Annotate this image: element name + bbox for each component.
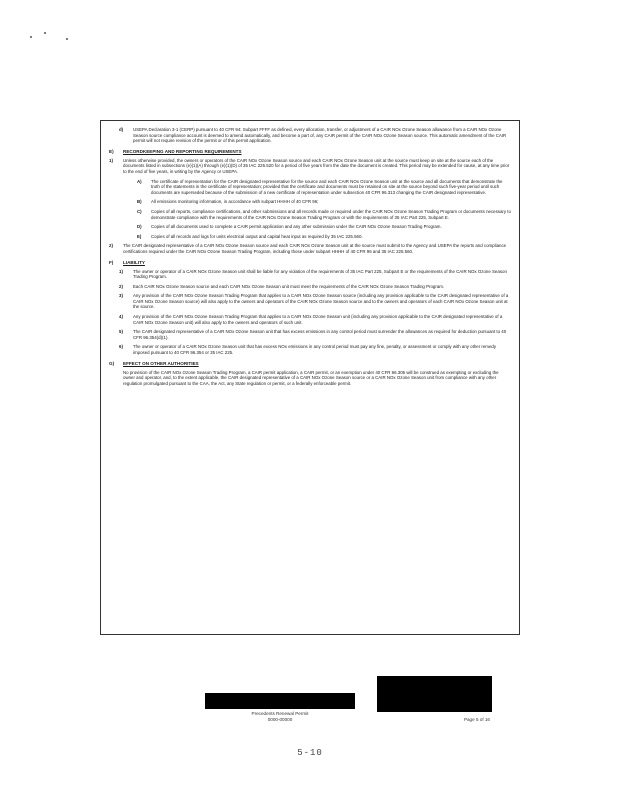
- paragraph-number: 1): [109, 157, 113, 163]
- paragraph-number: 2): [109, 243, 113, 249]
- paragraph-number: d): [119, 127, 124, 132]
- paragraph: [109, 234, 511, 240]
- paragraph: [109, 209, 511, 220]
- paragraph-number: 6): [119, 344, 123, 350]
- paragraph: [109, 370, 511, 387]
- paragraph-text: Copies of all records and logs for units electrical output and capital heat input as required by 35 IAC 225.560.: [151, 233, 363, 239]
- paragraph-number: 3): [119, 293, 123, 299]
- section-heading: [109, 361, 511, 367]
- paragraph-number: D): [137, 224, 142, 230]
- paragraph-number: E): [137, 233, 142, 239]
- paragraph: [109, 284, 511, 290]
- paragraph-text: LIABILITY: [123, 259, 145, 265]
- footer-permit-info: [215, 711, 345, 723]
- footer-line-2: 0000-00000: [267, 717, 293, 722]
- paragraph-number: A): [137, 178, 142, 184]
- paragraph-text: The owner or operator of a CAIR NOx Ozone Season unit shall be liable for any violation of the requirements of 35 IAC Part 225, Subpart E or the requirements of the CAIR NOx Ozone Season Trading Program.: [133, 268, 507, 280]
- paragraph-text: All emissions monitoring information, in accordance with subpart HHHH of 40 CFR 96;: [151, 199, 319, 205]
- paragraph-text: The CAIR designated representative of a CAIR NOx Ozone Season unit that has excess emissions in any control period must surrender the allowances as required for deduction pursuant to 40 CFR 96.354(d)(1).: [133, 329, 507, 340]
- paragraph: [109, 243, 511, 254]
- paragraph-text: Each CAIR NOx Ozone Season source and each CAIR NOx Ozone Season unit must meet the requirements of the CAIR NOx Ozone Season Trading Program.: [133, 283, 445, 289]
- paragraph: [109, 224, 511, 230]
- redaction-bar-left: [205, 693, 355, 709]
- paragraph: [109, 293, 511, 310]
- paragraph-text: RECORDKEEPING AND REPORTING REQUIREMENTS: [123, 148, 242, 154]
- footer-line-1: Precedents Renewal Permit: [251, 711, 309, 716]
- paragraph-text: EFFECT ON OTHER AUTHORITIES: [123, 360, 199, 366]
- paragraph-text: Copies of all reports, compliance certifications, and other submissions and all records made or required under the CAIR NOx Ozone Season Trading Program or documents necessary to demonstrate compliance with the requirements of the CAIR NOx Ozone Season Trading Program or with the requirements of 35 IAC Part 225, Subpart E.: [151, 208, 511, 220]
- paragraph: [109, 329, 511, 340]
- paragraph: [109, 179, 511, 196]
- scan-specks: [26, 30, 86, 50]
- paragraph-text: The CAIR designated representative of a CAIR NOx Ozone Season source and each CAIR NOx Ozone Season unit at the source must submit to the Agency and USEPA the reports and compliance certifications required under the CAIR NOx Ozone Season Trading Program, including those under subpart HHHH of 40 CFR 96 and 35 IAC 225.560.: [123, 243, 507, 254]
- paragraph: [109, 314, 511, 325]
- paragraph-number: 4): [119, 314, 123, 320]
- paragraph-text: Any provision of the CAIR NOx Ozone Season Trading Program that applies to a CAIR NOx Ozone Season source (including any provision applicable to the CAIR designated representative of a CAIR NOx Ozone Season source) will also apply to the owners and operators of the CAIR NOx Ozone Season source and to the owners and operators of each CAIR NOx Ozone Season unit at the source.: [133, 293, 509, 310]
- paragraph-number: C): [137, 208, 142, 214]
- section-heading: [109, 260, 511, 266]
- paragraph-text: The owner or operator of a CAIR NOx Ozone Season unit that has excess NOx emissions in any control period must pay any fine, penalty, or assessment or comply with any other remedy imposed pursuant to 40 CFR 96.354 or 35 IAC 225.: [133, 344, 497, 356]
- paragraph-number: G): [109, 360, 115, 366]
- page-number: 5-10: [297, 748, 323, 758]
- redaction-block-right: [377, 676, 492, 712]
- paragraph-text: Unless otherwise provided, the owners or operators of the CAIR NOx Ozone Season source and each CAIR NOx Ozone Season unit at the source must keep on site at the source each of the documents listed in subsections (e)(1)(A) through (e)(1)(D) of 35 IAC 225.520 for a period of five years from the date the document is created. This period may be extended for cause, at any time prior to the end of five years, in writing by the Agency or USEPA.: [123, 157, 510, 174]
- paragraph-number: 5): [119, 329, 123, 335]
- paragraph: [109, 344, 511, 355]
- paragraph: [109, 199, 511, 205]
- paragraph: [109, 269, 511, 280]
- footer-page-label: Page 5 of 16: [463, 717, 490, 722]
- paragraph: [109, 158, 511, 175]
- paragraph-number: 1): [119, 268, 123, 274]
- paragraph-number: 2): [119, 283, 123, 289]
- paragraph: [109, 127, 511, 144]
- paragraph-text: Any provision of the CAIR NOx Ozone Season Trading Program that applies to a CAIR NOx Ozone Season unit (including any provision applicable to the CAIR designated representative of a CAIR NOx Ozone Season unit) will also apply to the owners and operators of such unit.: [133, 314, 503, 325]
- section-heading: [109, 149, 511, 155]
- permit-text-box: [100, 120, 520, 635]
- paragraph-number: E): [109, 148, 114, 154]
- paragraph-text: The certificate of representation for the CAIR designated representative for the source and each CAIR NOx Ozone Season unit at the source and all documents that demonstrate the truth of the statements in the certificate of representation; provided that the certificate and documents must be retained on site at the source beyond such five-year period until such documents are superseded because of the submission of a new certificate of representation under subsection 40 CFR 96.313 changing the CAIR designated representative.: [151, 178, 503, 195]
- paragraph-text: Copies of all documents used to complete a CAIR permit application and any other submission under the CAIR NOx Ozone Season Trading Program.: [151, 224, 442, 230]
- paragraph-number: F): [109, 259, 114, 265]
- paragraph-number: B): [137, 199, 142, 205]
- paragraph-text: No provision of the CAIR NOx Ozone Season Trading Program, a CAIR permit application, a CAIR permit, or an exemption under 40 CFR 96.305 will be construed as exempting or excluding the owner and operator, and, to the extent applicable, the CAIR designated representative of a CAIR NOx Ozone Season source or a CAIR NOx Ozone Season unit from compliance with any other regulation promulgated pursuant to the CAA, the Act, any State regulation or permit, or a federally enforceable permit.: [123, 369, 499, 386]
- paragraph-text: USEPA Declaration 3-1 (CERP) pursuant to 40 CFR 94: Subpart FFFF as defined, every allocation, transfer, or adjustment of a CAIR NOx Ozone Season allowance from a CAIR NOx Ozone Season source compliance account is deemed to amend automatically, and become a part of, any CAIR permit of the CAIR NOx Ozone Season source. This automatic amendment of the CAIR permit will not require revision of the permit or of this permit application.: [133, 127, 507, 144]
